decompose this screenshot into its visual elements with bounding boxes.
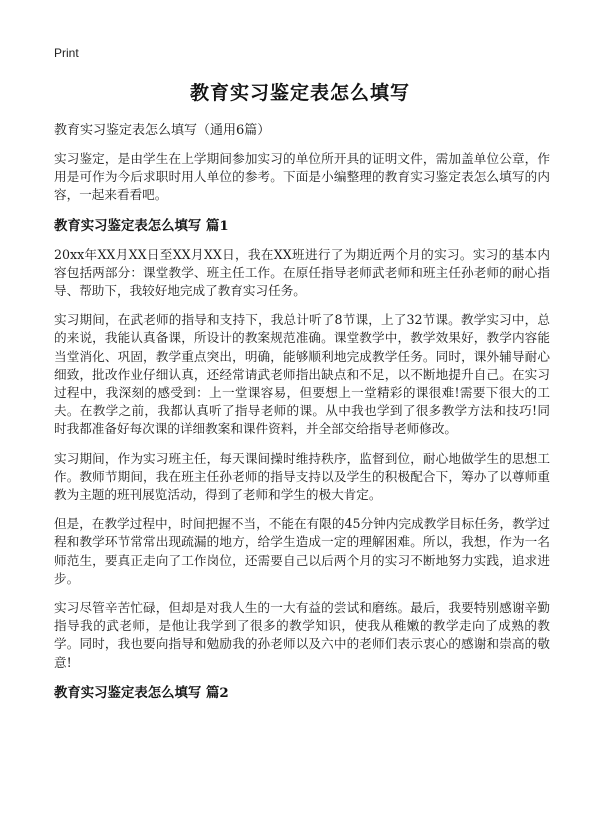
section-heading: 教育实习鉴定表怎么填写 篇1 xyxy=(54,217,229,234)
section-paragraph: 实习尽管辛苦忙碌，但却是对我人生的一大有益的尝试和磨练。最后，我要特别感谢辛勤指导我的武老师，是他让我学到了很多的教学知识，使我从稚嫩的教学走向了成熟的教学。同时，我也要向指导和勉励我的孙老师以及六中的老师们表示衷心的感谢和崇高的敬意! xyxy=(54,600,550,670)
intro-paragraph: 实习鉴定，是由学生在上学期间参加实习的单位所开具的证明文件，需加盖单位公章，作用是可作为今后求职时用人单位的参考。下面是小编整理的教育实习鉴定表怎么填写的内容，一起来看看吧。 xyxy=(54,151,550,203)
document-body xyxy=(54,122,550,713)
section-1 xyxy=(54,216,550,672)
page-title: 教育实习鉴定表怎么填写 xyxy=(189,82,410,104)
document-subtitle: 教育实习鉴定表怎么填写（通用6篇） xyxy=(54,123,271,138)
section-paragraph: 实习期间，在武老师的指导和支持下，我总计听了8节课，上了32节课。教学实习中，总的来说，我能认真备课，所设计的教案规范准确。课堂教学中，教学效果好，教学内容能当堂消化、巩固，教学重点突出，明确，能够顺利地完成教学任务。同时，课外辅导耐心细致，批改作业仔细认真，还经常请武老师指出缺点和不足，以不断地提升自己。在实习过程中，我深刻的感受到：上一堂课容易，但要想上一堂精彩的课很难!需要下很大的工夫。在教学之前，我都认真听了指导老师的课。从中我也学到了很多教学方法和技巧!同时我都准备好每次课的详细教案和课件资料，并全部交给指导老师修改。 xyxy=(54,312,550,437)
section-paragraph: 但是，在教学过程中，时间把握不当，不能在有限的45分钟内完成教学目标任务，教学过程和教学环节常常出现疏漏的地方，给学生造成一定的理解困难。所以，我想，作为一名师范生，要真正走向了工作岗位，还需要自己以后两个月的实习不断地努力实践，追求进步。 xyxy=(54,516,550,586)
section-2 xyxy=(54,683,550,703)
print-label[interactable]: Print xyxy=(54,46,79,60)
section-paragraph: 实习期间，作为实习班主任，每天课间操时维持秩序，监督到位，耐心地做学生的思想工作。教师节期间，我在班主任孙老师的指导支持以及学生的积极配合下，筹办了以尊师重教为主题的班刊展览活动，得到了老师和学生的极大肯定。 xyxy=(54,450,550,503)
section-heading: 教育实习鉴定表怎么填写 篇2 xyxy=(54,684,229,701)
section-paragraph: 20xx年XX月XX日至XX月XX日，我在XX班进行了为期近两个月的实习。实习的基本内容包括两部分：课堂教学、班主任工作。在原任指导老师武老师和班主任孙老师的耐心指导、帮助下，我较好地完成了教育实习任务。 xyxy=(54,246,550,299)
